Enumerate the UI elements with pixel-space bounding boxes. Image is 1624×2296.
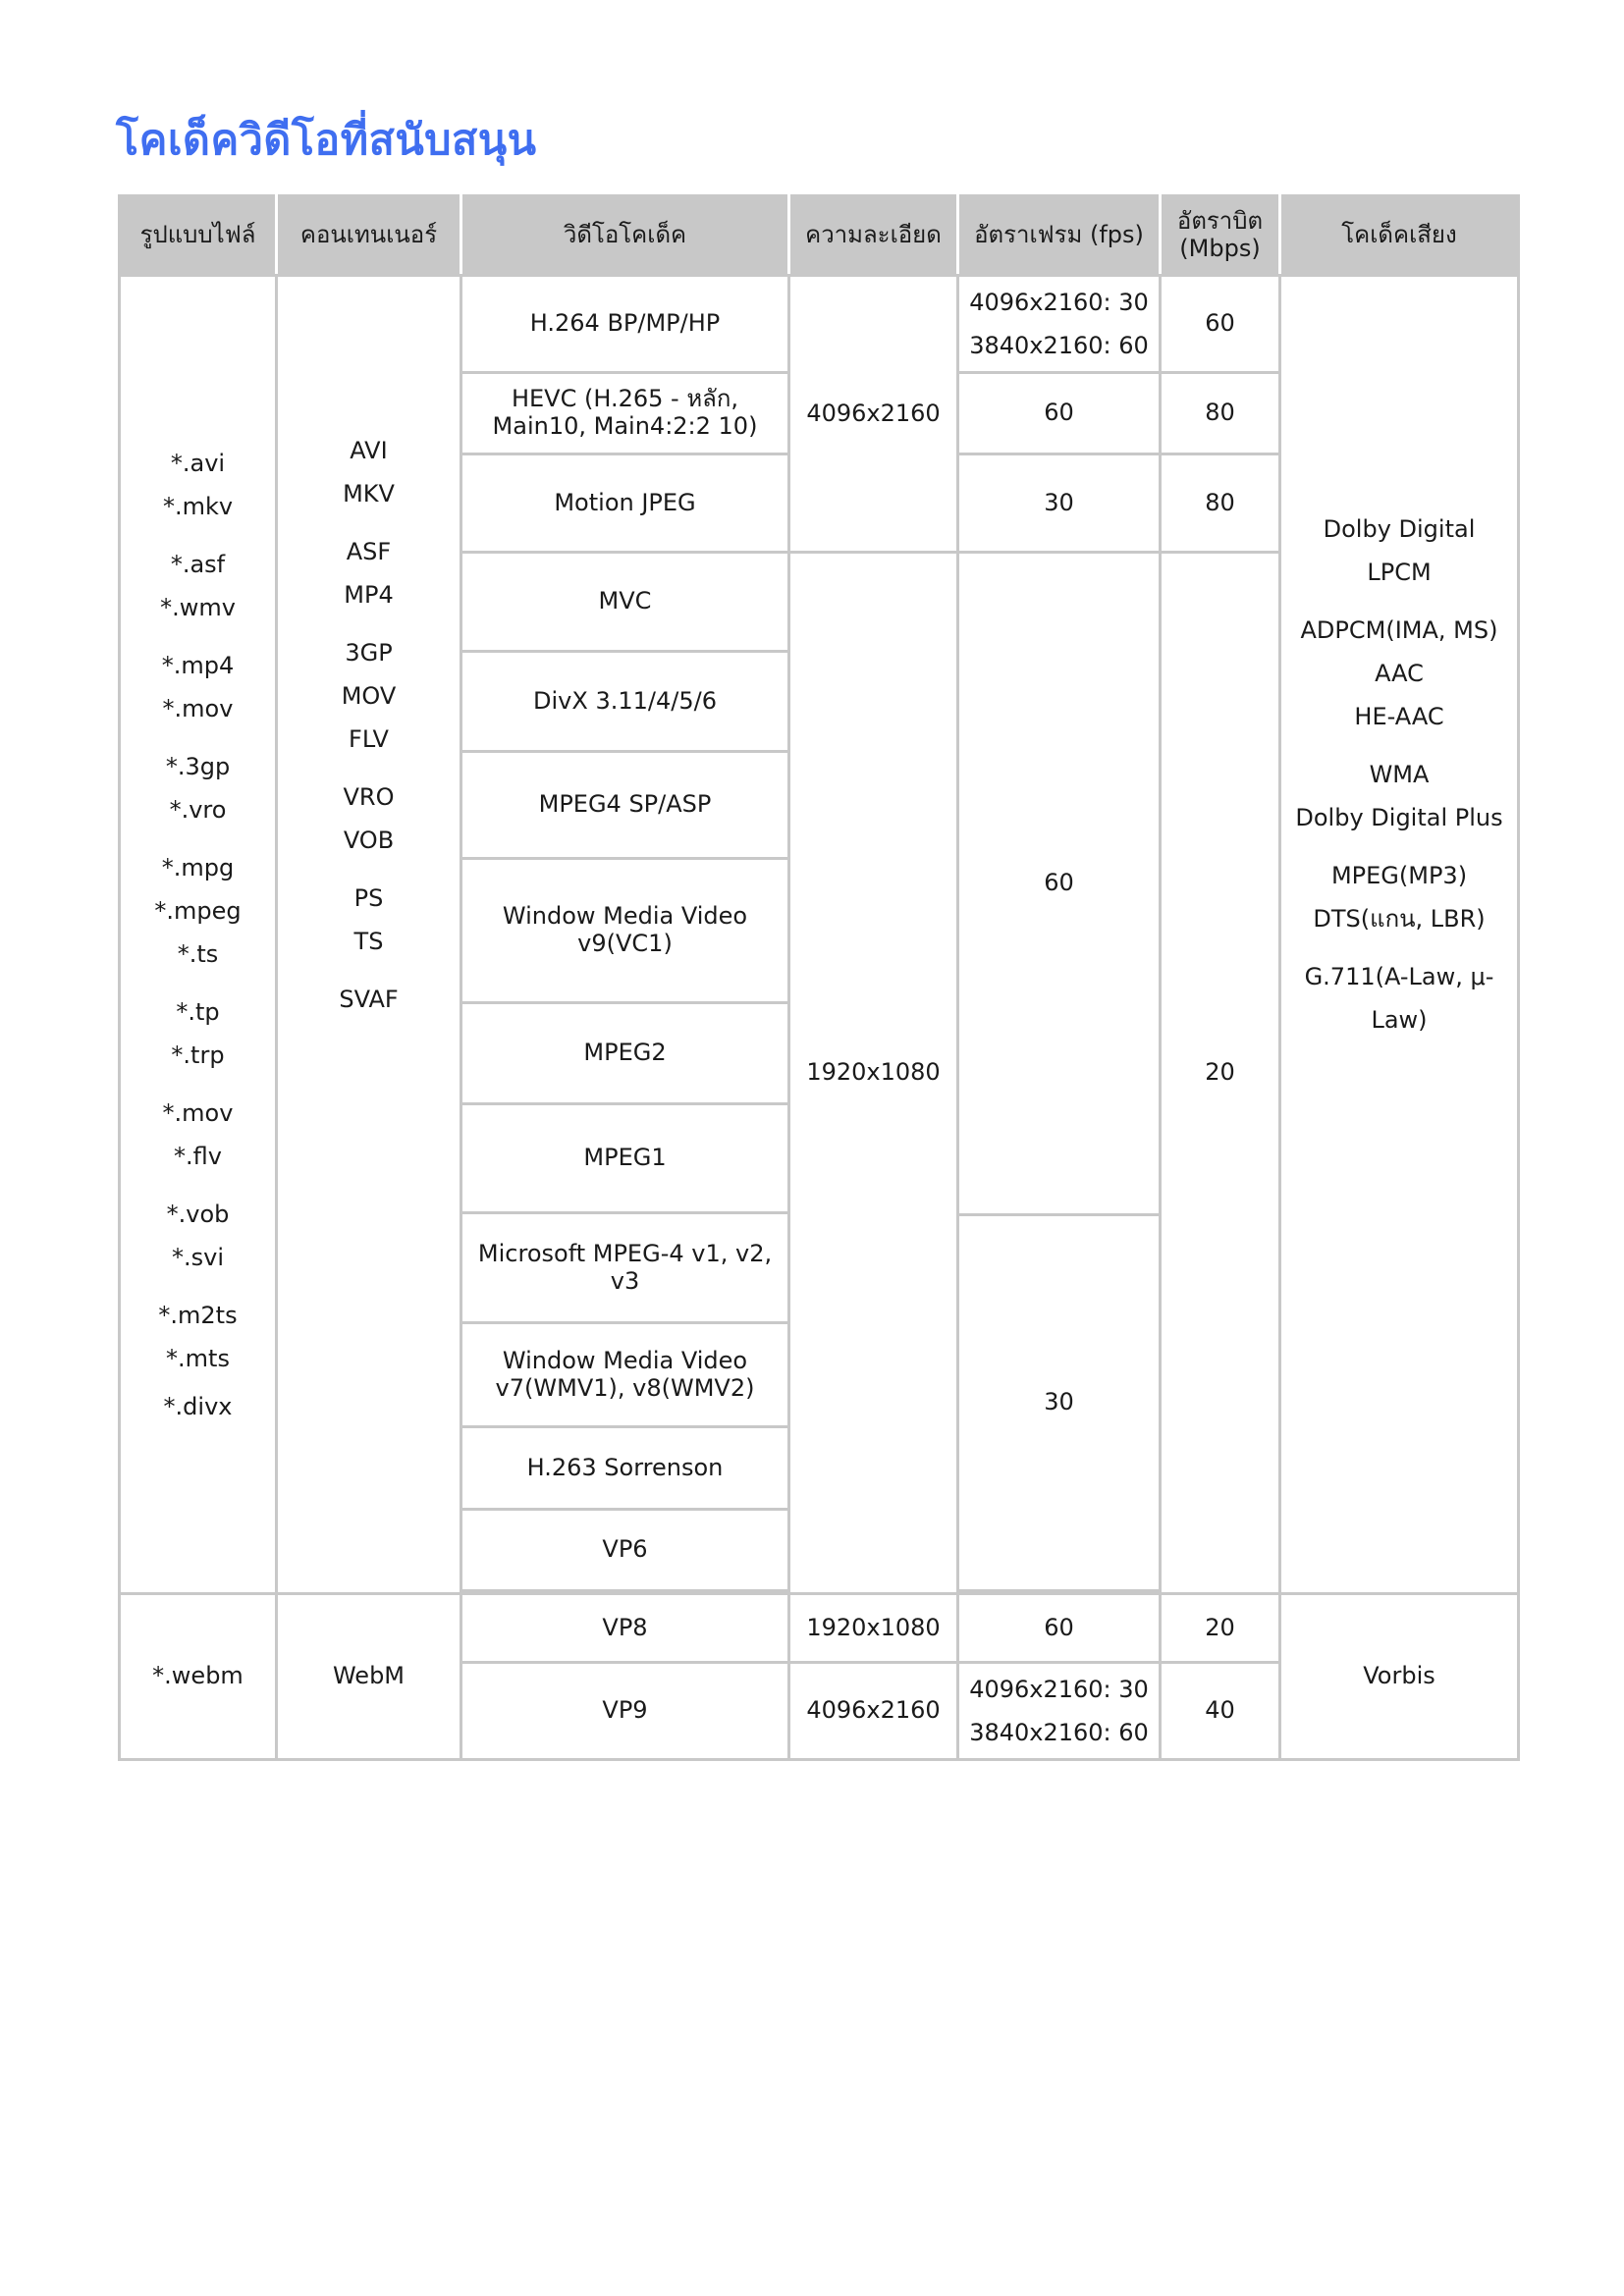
video-codec-table [118,194,1520,1761]
frame-rate-value: 3840x2160: 60 [969,1719,1149,1746]
frame-rate-value: 3840x2160: 60 [969,332,1149,359]
container-item: TS [353,928,384,955]
resolution-cell: 1920x1080 [789,553,958,1594]
codec-cell: Motion JPEG [461,454,789,553]
format-item: *.tp [176,997,220,1026]
codec-cell: VP6 [461,1510,789,1591]
header-bitrate [1161,196,1280,276]
codec-cell: Window Media Video v9(VC1) [461,859,789,1003]
audio-codec-list-cell [1280,276,1519,1594]
table-header-row [120,196,1519,276]
format-item: *.vob [166,1200,230,1228]
table-row [120,276,1519,373]
container-item: MP4 [344,581,394,609]
header-bitrate-line2: (Mbps) [1179,235,1261,262]
audio-codec-item: HE-AAC [1354,703,1444,730]
format-item: *.vro [169,795,227,824]
container-item: VRO [343,783,395,811]
header-bitrate-line1: อัตราบิต [1176,207,1264,236]
audio-codec-item: ADPCM(IMA, MS) [1300,616,1498,644]
bitrate-cell: 40 [1161,1663,1280,1760]
frame-rate-value: 4096x2160: 30 [969,1676,1149,1703]
audio-codec-item: DTS(แกน, LBR) [1313,905,1486,933]
format-item: *.asf [170,550,226,578]
format-item: *.m2ts [158,1301,238,1329]
bitrate-cell: 60 [1161,276,1280,373]
audio-codec-cell: Vorbis [1280,1594,1519,1760]
frame-rate-cell: 60 [958,1594,1161,1663]
container-item: SVAF [339,986,399,1013]
format-item: *.mts [166,1344,230,1372]
frame-rate-cell: 60 [958,373,1161,454]
container-item: MKV [343,480,395,507]
format-item: *.svi [171,1243,224,1271]
bitrate-cell: 80 [1161,454,1280,553]
container-item: VOB [343,827,395,854]
header-video-codec: วิดีโอโคเด็ค [461,196,789,276]
format-item: *.flv [174,1142,222,1170]
audio-codec-item: Dolby Digital Plus [1295,804,1503,831]
container-item: AVI [350,437,388,464]
container-list-cell [277,276,461,1594]
codec-cell: MVC [461,553,789,652]
audio-codec-item: MPEG(MP3) [1330,862,1468,889]
codec-cell: H.263 Sorrenson [461,1427,789,1510]
header-resolution: ความละเอียด [789,196,958,276]
frame-rate-cell [958,1663,1161,1760]
resolution-cell: 4096x2160 [789,1663,958,1760]
codec-cell: MPEG1 [461,1104,789,1213]
format-item: *.mpeg [154,896,242,925]
codec-cell: H.264 BP/MP/HP [461,276,789,373]
audio-codec-item: Dolby Digital [1323,515,1476,543]
audio-codec-item: WMA [1369,761,1430,788]
container-cell: WebM [277,1594,461,1760]
format-item: *.mpg [161,853,235,881]
format-item: *.3gp [165,752,231,780]
codec-cell: VP9 [461,1663,789,1760]
format-item: *.ts [177,939,219,968]
frame-rate-cell [958,276,1161,373]
bitrate-cell: 80 [1161,373,1280,454]
bitrate-cell: 20 [1161,1594,1280,1663]
container-item: 3GP [345,639,393,667]
container-item: ASF [346,538,392,565]
header-format: รูปแบบไฟล์ [120,196,277,276]
header-audio-codec: โคเด็คเสียง [1280,196,1519,276]
table-row [120,1594,1519,1663]
format-item: *.mov [162,694,234,722]
audio-codec-item: AAC [1375,660,1424,687]
audio-codec-item: LPCM [1367,559,1432,586]
header-frame-rate: อัตราเฟรม (fps) [958,196,1161,276]
frame-rate-value: 4096x2160: 30 [969,289,1149,316]
container-item: PS [353,884,384,912]
bitrate-cell: 20 [1161,553,1280,1594]
codec-cell: VP8 [461,1594,789,1663]
codec-cell: Window Media Video v7(WMV1), v8(WMV2) [461,1323,789,1427]
format-item: *.mkv [162,492,234,520]
header-container: คอนเทนเนอร์ [277,196,461,276]
page-title: โคเด็ควิดีโอที่สนับสนุน [116,116,537,165]
format-cell: *.webm [120,1594,277,1760]
container-item: FLV [349,725,389,753]
codec-cell: MPEG2 [461,1003,789,1104]
codec-cell: MPEG4 SP/ASP [461,752,789,859]
codec-cell: Microsoft MPEG-4 v1, v2, v3 [461,1213,789,1323]
format-item: *.trp [171,1041,225,1069]
format-item: *.mp4 [161,651,235,679]
resolution-cell: 1920x1080 [789,1594,958,1663]
format-item: *.avi [170,449,226,477]
resolution-cell: 4096x2160 [789,276,958,553]
codec-cell: DivX 3.11/4/5/6 [461,652,789,752]
format-list-cell [120,276,277,1594]
codec-cell: HEVC (H.265 - หลัก, Main10, Main4:2:2 10) [461,373,789,454]
container-item: MOV [341,682,397,710]
format-item: *.wmv [160,593,236,621]
audio-codec-item: G.711(A-Law, μ-Law) [1304,963,1494,1034]
format-item: *.mov [162,1098,234,1127]
frame-rate-cell: 30 [958,454,1161,553]
frame-rate-cell: 60 [958,553,1161,1215]
frame-rate-cell: 30 [958,1215,1161,1591]
format-item: *.divx [163,1392,233,1420]
